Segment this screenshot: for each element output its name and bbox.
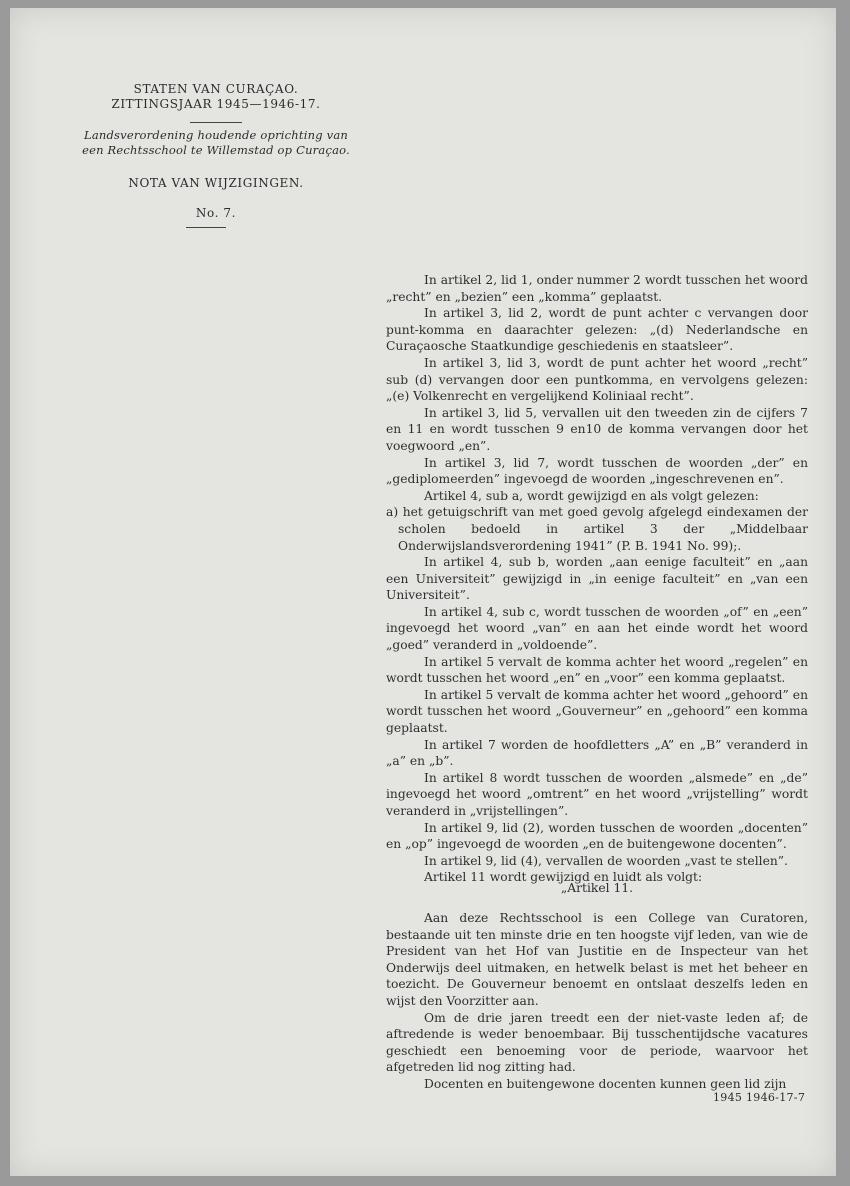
header-title-line1: STATEN VAN CURAÇAO. [133,82,299,96]
amendment-sub-a: a) het getuigschrift van met goed gevolg afgelegd eindexamen der scholen bedoeld in artikel 3 der „Middelbaar Onderwijslandsverordening 1941” (P. B. 1941 No. 99);. [386,505,808,553]
header-title-line2: ZITTINGSJAAR 1945—1946-17. [111,97,321,111]
subject-line2: een Rechtsschool te Willemstad op Curaçao. [82,143,350,157]
amendment-15: Artikel 11 wordt gewijzigd en luidt als volgt: [424,870,703,885]
nota-heading-block [68,176,364,191]
article-heading: „Artikel 11. [560,881,634,895]
nota-heading: NOTA VAN WIJZIGINGEN. [128,176,304,190]
amendment-5: In artikel 3, lid 7, wordt tusschen de woorden „der” en „gediplomeerden” ingevoegd de woorden „ingeschrevenen en”. [386,455,808,487]
amendment-6: Artikel 4, sub a, wordt gewijzigd en als volgt gelezen: [424,488,759,503]
document-header [68,82,364,112]
amendment-1: In artikel 2, lid 1, onder nummer 2 wordt tusschen het woord „recht” en „bezien” een „komma” geplaatst. [386,273,808,304]
amendment-14: In artikel 9, lid (4), vervallen de woorden „vast te stellen”. [424,853,788,868]
header-divider-1 [190,122,242,123]
subject-line1: Landsverordening houdende oprichting van [84,128,348,142]
amendment-9: In artikel 5 vervalt de komma achter het woord „regelen” en wordt tusschen het woord „en” en „voor” een komma geplaatst. [386,654,808,686]
amendment-10: In artikel 5 vervalt de komma achter het woord „gehoord” en wordt tusschen het woord „Gouverneur” en „gehoord” een komma geplaatst. [386,687,808,736]
document-number: No. 7. [195,206,237,220]
amendments-body [386,272,808,886]
amendment-4: In artikel 3, lid 5, vervallen uit den tweeden zin de cijfers 7 en 11 en wordt tusschen 9 en10 de komma vervangen door het voegwoord „en”. [386,405,808,453]
article-paragraph-2: Om de drie jaren treedt een der niet-vaste leden af; de aftredende is weder benoembaar. Bij tusschentijdsche vacatures geschiedt een benoeming voor de periode, waarvoor het afgetreden lid nog zitting had. [386,1010,808,1075]
amendment-2: In artikel 3, lid 2, wordt de punt achter c vervangen door punt-komma en daarachter gelezen: „(d) Nederlandsche en Curaçaosche Staatkundige geschiedenis en staatsleer”. [386,306,808,354]
amendment-3: In artikel 3, lid 3, wordt de punt achter het woord „recht” sub (d) vervangen door een puntkomma, en vervolgens gelezen: „(e) Volkenrecht en vergelijkend Koliniaal recht”. [386,355,808,404]
article-11-text [386,910,808,1093]
amendment-8: In artikel 4, sub c, wordt tusschen de woorden „of” en „een” ingevoegd het woord „van” en aan het einde wordt het woord „goed” veranderd in „voldoende”. [386,604,808,653]
document-number-block [68,206,364,221]
article-11-block [386,880,808,897]
subject-block [68,128,364,158]
amendment-7: In artikel 4, sub b, worden „aan eenige faculteit” en „aan een Universiteit” gewijzigd in „in eenige faculteit” en „van een Universiteit”. [386,555,808,603]
article-paragraph-1: Aan deze Rechtsschool is een College van Curatoren, bestaande uit ten minste drie en ten hoogste vijf leden, van wie de President van het Hof van Justitie en de Inspecteur van het Onderwijs deel uitmaken, en hetwelk belast is met het beheer en toezicht. De Gouverneur benoemt en ontslaat deszelfs leden en wijst den Voorzitter aan. [386,911,808,1008]
article-paragraph-3: Docenten en buitengewone docenten kunnen geen lid zijn [424,1076,787,1091]
header-divider-2 [186,227,226,228]
amendment-13: In artikel 9, lid (2), worden tusschen de woorden „docenten” en „op” ingevoegd de woorden „en de buitengewone docenten”. [386,820,808,852]
amendment-11: In artikel 7 worden de hoofdletters „A” en „B” veranderd in „a” en „b”. [386,737,808,769]
document-page [10,8,836,1176]
document-reference: 1945 1946-17-7 [713,1091,806,1104]
amendment-12: In artikel 8 wordt tusschen de woorden „alsmede” en „de” ingevoegd het woord „omtrent” en het woord „vrijstelling” wordt veranderd in „vrijstellingen”. [386,770,808,818]
